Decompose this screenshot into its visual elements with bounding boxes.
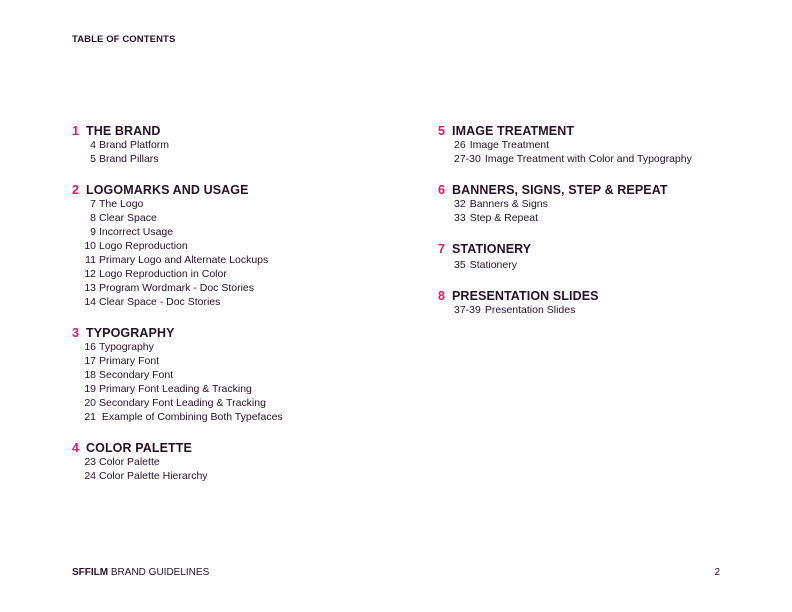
page-number: 16	[84, 341, 96, 353]
toc-entry[interactable]	[438, 258, 738, 272]
toc-section-image-treatment	[438, 124, 738, 166]
page-number: 20	[84, 397, 96, 409]
page-number: 23	[84, 456, 96, 468]
page-number: 11	[85, 254, 96, 266]
section-number: 8	[438, 289, 446, 303]
section-title: TYPOGRAPHY	[86, 326, 175, 340]
page-number: 32	[454, 198, 466, 210]
entry-label: Image Treatment	[469, 139, 550, 151]
section-heading[interactable]	[72, 326, 402, 340]
toc-entry[interactable]	[72, 197, 402, 211]
entry-label: Typography	[99, 341, 154, 353]
page-number: 5	[90, 153, 96, 165]
toc-column-right	[438, 124, 738, 334]
section-title: STATIONERY	[452, 242, 532, 256]
page-number: 8	[90, 212, 96, 224]
section-heading[interactable]	[72, 124, 402, 138]
section-heading[interactable]	[438, 289, 738, 303]
page-number: 9	[90, 226, 96, 238]
section-heading[interactable]	[438, 124, 738, 138]
section-number: 4	[72, 441, 80, 455]
page-number: 37-39	[454, 304, 481, 316]
section-number: 1	[72, 124, 80, 138]
page-number: 35	[454, 259, 466, 271]
section-heading[interactable]	[72, 441, 402, 455]
page-number: 7	[90, 198, 96, 210]
entry-label: Logo Reproduction in Color	[99, 268, 227, 280]
footer-brand: SFFILM	[72, 567, 109, 578]
page-number: 13	[84, 282, 96, 294]
entry-label: Color Palette	[99, 456, 160, 468]
toc-entry[interactable]	[72, 225, 402, 239]
page-number: 19	[84, 383, 96, 395]
toc-section-the-brand	[72, 124, 402, 166]
page-number-footer: 2	[714, 567, 720, 578]
toc-entry[interactable]	[72, 138, 402, 152]
toc-section-logomarks	[72, 183, 402, 309]
page-number: 21	[84, 411, 96, 423]
page-number: 26	[454, 139, 466, 151]
toc-entry[interactable]	[72, 253, 402, 267]
entry-label: Program Wordmark - Doc Stories	[99, 282, 255, 294]
toc-entry[interactable]	[72, 455, 402, 469]
entry-label: Step & Repeat	[469, 212, 538, 224]
toc-section-stationery	[438, 242, 738, 272]
toc-entry[interactable]	[72, 354, 402, 368]
toc-entry[interactable]	[72, 295, 402, 309]
page-number: 10	[84, 240, 96, 252]
section-title: COLOR PALETTE	[86, 441, 192, 455]
footer-text: BRAND GUIDELINES	[108, 567, 210, 578]
entry-label: Secondary Font	[99, 369, 174, 381]
toc-entry[interactable]	[72, 152, 402, 166]
entry-label: Color Palette Hierarchy	[99, 470, 208, 482]
entry-label: Image Treatment with Color and Typography	[484, 153, 692, 165]
section-heading[interactable]	[438, 242, 738, 256]
entry-label: Banners & Signs	[469, 198, 548, 210]
toc-entry[interactable]	[72, 281, 402, 295]
toc-entry[interactable]	[438, 303, 738, 317]
entry-label: Logo Reproduction	[99, 240, 188, 252]
page-number: 17	[84, 355, 96, 367]
entry-label: Clear Space	[99, 212, 157, 224]
entry-label: The Logo	[99, 198, 144, 210]
section-title: LOGOMARKS AND USAGE	[86, 183, 249, 197]
toc-section-presentation-slides	[438, 289, 738, 317]
page-number: 18	[84, 369, 96, 381]
entry-label: Presentation Slides	[484, 304, 576, 316]
toc-section-typography	[72, 326, 402, 424]
page-number: 33	[454, 212, 466, 224]
section-heading[interactable]	[72, 183, 402, 197]
toc-entry[interactable]	[438, 211, 738, 225]
section-number: 7	[438, 242, 446, 256]
page-header-title: TABLE OF CONTENTS	[72, 34, 176, 45]
toc-entry[interactable]	[72, 267, 402, 281]
toc-entry[interactable]	[72, 340, 402, 354]
section-title: PRESENTATION SLIDES	[452, 289, 599, 303]
toc-entry[interactable]	[438, 197, 738, 211]
toc-entry[interactable]	[438, 138, 738, 152]
page-number: 12	[84, 268, 96, 280]
entry-label: Clear Space - Doc Stories	[99, 296, 221, 308]
entry-label: Primary Font	[99, 355, 160, 367]
toc-section-color-palette	[72, 441, 402, 483]
page-footer	[72, 567, 209, 578]
entry-label: Secondary Font Leading & Tracking	[99, 397, 266, 409]
toc-entry[interactable]	[72, 368, 402, 382]
page-number: 14	[84, 296, 96, 308]
toc-section-banners	[438, 183, 738, 225]
section-title: BANNERS, SIGNS, STEP & REPEAT	[452, 183, 668, 197]
toc-entry[interactable]	[72, 410, 402, 424]
toc-entry[interactable]	[72, 211, 402, 225]
section-number: 3	[72, 326, 80, 340]
entry-label: Stationery	[469, 259, 517, 271]
section-heading[interactable]	[438, 183, 738, 197]
section-title: IMAGE TREATMENT	[452, 124, 575, 138]
toc-entry[interactable]	[438, 152, 738, 166]
page-number: 4	[90, 139, 96, 151]
section-number: 6	[438, 183, 446, 197]
section-number: 2	[72, 183, 80, 197]
entry-label: Example of Combining Both Typefaces	[99, 411, 283, 423]
section-title: THE BRAND	[86, 124, 161, 138]
entry-label: Brand Pillars	[99, 153, 159, 165]
entry-label: Incorrect Usage	[99, 226, 174, 238]
toc-column-left	[72, 124, 402, 500]
entry-label: Primary Font Leading & Tracking	[99, 383, 252, 395]
toc-entry[interactable]	[72, 396, 402, 410]
entry-label: Brand Platform	[99, 139, 170, 151]
toc-entry[interactable]	[72, 469, 402, 483]
section-number: 5	[438, 124, 446, 138]
page-number: 27-30	[454, 153, 481, 165]
toc-entry[interactable]	[72, 382, 402, 396]
toc-entry[interactable]	[72, 239, 402, 253]
page-number: 24	[84, 470, 96, 482]
entry-label: Primary Logo and Alternate Lockups	[99, 254, 269, 266]
